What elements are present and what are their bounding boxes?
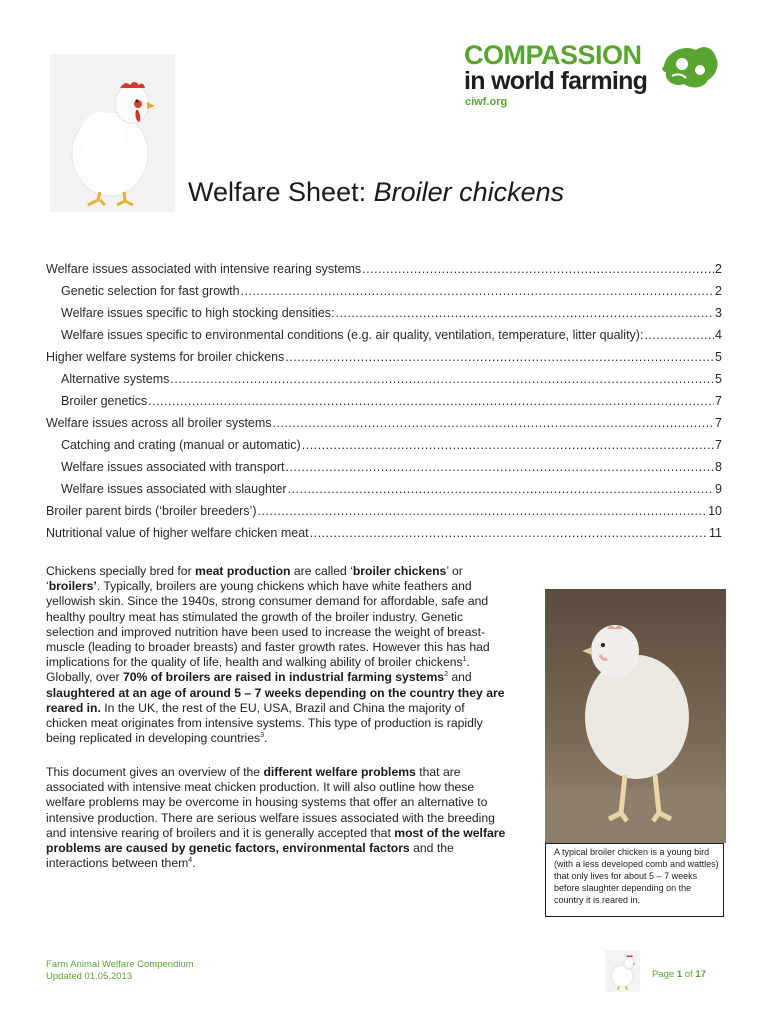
toc-entry-page: 7 [715, 394, 722, 408]
toc-entry[interactable] [61, 458, 722, 476]
logo-wordmark-farming: in world farming [464, 67, 648, 95]
toc-entry[interactable] [61, 304, 722, 322]
page-number: Page 1 of 17 [652, 969, 706, 980]
toc-entry-page: 2 [715, 262, 722, 276]
toc-entry[interactable] [61, 370, 722, 388]
toc-entry-label: Welfare issues specific to environmental conditions (e.g. air quality, ventilation, temperature, litter quality): [61, 328, 644, 342]
toc-entry-label: Broiler parent birds (‘broiler breeders’) [46, 504, 257, 518]
toc-entry-label: Catching and crating (manual or automatic) [61, 438, 301, 452]
logo-url: ciwf.org [465, 96, 508, 108]
toc-entry-page: 10 [708, 504, 722, 518]
toc-entry[interactable] [61, 392, 722, 410]
toc-entry-page: 3 [715, 306, 722, 320]
footer-updated-date: Updated 01.05.2013 [46, 971, 133, 982]
ciwf-logo [464, 40, 726, 112]
intro-paragraph: Chickens specially bred for meat production are called ‘broiler chickens’ or ‘broilers’. Typically, broilers are young chickens which have white feathers and yellowish skin. Since the 1940s, strong consumer demand for affordable, safe and healthy poultry meat has stimulated the growth of the broiler industry. Genetic selection and improved nutrition have been used to increase the weight of breast-muscle (leading to broader breasts) and faster growth rates. However this has had implications for the quality of life, health and walking ability of broiler chickens$^1$. Globally, over 70% of broilers are raised in industrial farming systems$^2$ and slaughtered at an age of around 5 – 7 weeks depending on the country they are reared in. In the UK, the rest of the EU, USA, Brazil and China the majority of chicken meat originates from intensive systems. This type of production is rapidly being replicated in developing countries$^3$. [46, 564, 505, 746]
footer-hen-icon [605, 950, 640, 992]
toc-entry[interactable] [46, 348, 722, 366]
title-prefix: Welfare Sheet: [188, 177, 374, 207]
toc-entry-label: Welfare issues associated with intensive rearing systems [46, 262, 362, 276]
broiler-chicken-photo [545, 589, 726, 843]
toc-entry-page: 5 [715, 350, 722, 364]
toc-entry-label: Alternative systems [61, 372, 170, 386]
photo-caption: A typical broiler chicken is a young bird (with a less developed comb and wattles) that only lives for about 5 – 7 weeks before slaughter depending on the country it is reared in. [545, 843, 724, 917]
toc-entry-page: 7 [715, 416, 722, 430]
title-subject: Broiler chickens [373, 177, 565, 207]
footer-publication: Farm Animal Welfare Compendium [46, 959, 194, 970]
toc-entry[interactable] [46, 260, 722, 278]
animals-logo-icon [658, 42, 720, 92]
toc-entry-label: Welfare issues associated with slaughter [61, 482, 287, 496]
overview-paragraph: This document gives an overview of the different welfare problems that are associated with intensive meat chicken production. It will also outline how these welfare problems may be overcome in housing systems that offer an alternative to intensive production. There are serious welfare issues associated with the breeding and intensive rearing of broilers and it is generally accepted that most of the welfare problems are caused by genetic factors, environmental factors and the interactions between them$^4$. [46, 765, 506, 871]
toc-entry-label: Welfare issues specific to high stocking densities: [61, 306, 335, 320]
page-title [188, 177, 564, 208]
toc-entry-page: 4 [715, 328, 722, 342]
footer-info [46, 959, 194, 983]
toc-entry-label: Welfare issues associated with transport [61, 460, 285, 474]
logo-wordmark-compassion: COMPASSION [464, 40, 642, 70]
toc-entry[interactable] [61, 282, 722, 300]
toc-entry[interactable] [46, 502, 722, 520]
toc-entry[interactable] [61, 480, 722, 498]
toc-entry[interactable] [61, 326, 722, 344]
toc-entry-page: 9 [715, 482, 722, 496]
toc-entry[interactable] [61, 436, 722, 454]
toc-entry[interactable] [46, 524, 722, 542]
toc-entry-label: Nutritional value of higher welfare chicken meat [46, 526, 309, 540]
toc-entry-label: Genetic selection for fast growth [61, 284, 240, 298]
toc-entry-page: 11 [709, 526, 722, 540]
toc-entry-label: Higher welfare systems for broiler chickens [46, 350, 285, 364]
hen-photo [50, 54, 175, 212]
toc-entry-page: 5 [715, 372, 722, 386]
toc-entry[interactable] [46, 414, 722, 432]
toc-entry-label: Welfare issues across all broiler systems [46, 416, 272, 430]
toc-entry-page: 8 [715, 460, 722, 474]
toc-entry-page: 7 [715, 438, 722, 452]
toc-entry-label: Broiler genetics [61, 394, 148, 408]
toc-entry-page: 2 [715, 284, 722, 298]
